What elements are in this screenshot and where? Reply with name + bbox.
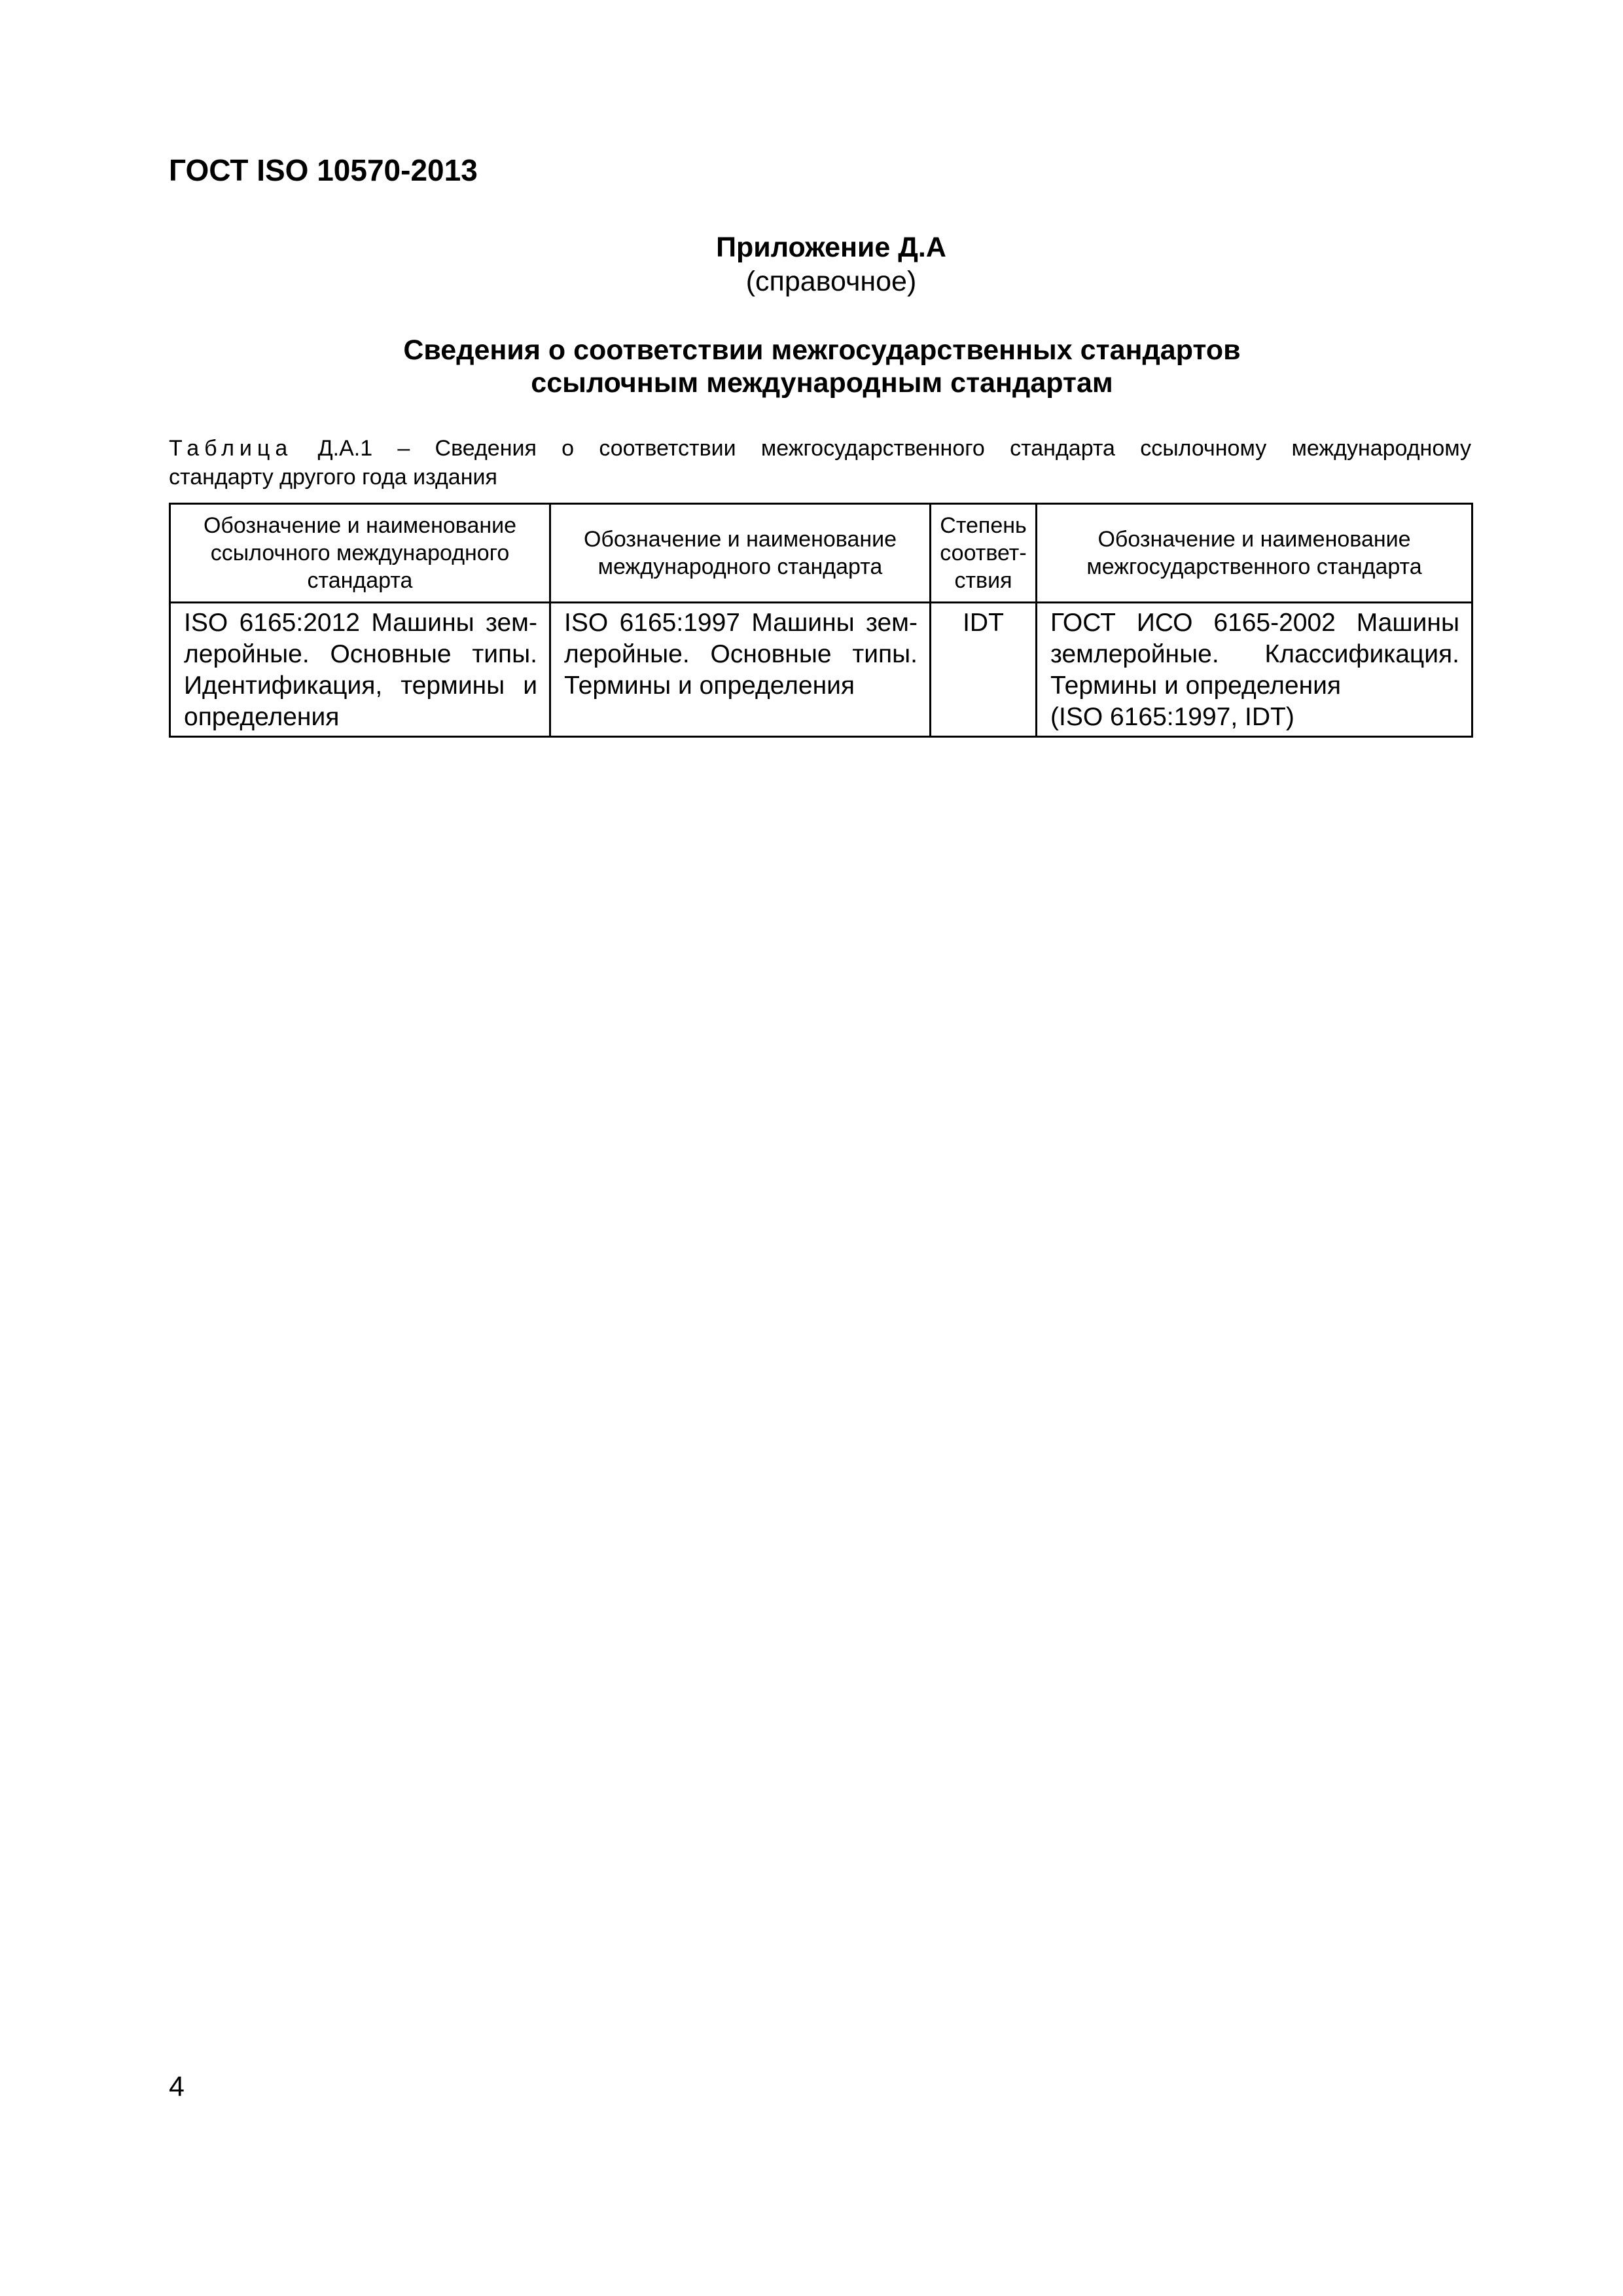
cell-interstate-standard: ГОСТ ИСО 6165-2002 Машины землеройные. Классификация. Термины и определения (ISO 6165:1997, IDT) [1037,603,1472,737]
cell-international-standard: ISO 6165:1997 Машины зем- леройные. Основные типы. Термины и определения [550,603,931,737]
cell-ref-international-standard: ISO 6165:2012 Машины зем- леройные. Основные типы. Идентификация, термины и определения [170,603,550,737]
header-degree-of-conformity: Степень соответ- ствия [931,504,1037,603]
table-caption-label: Таблица [169,436,293,461]
section-title-line-2: ссылочным международным стандартам [531,367,1113,399]
section-title [0,334,1623,399]
table-row [170,603,1472,737]
annex-type: (справочное) [745,266,917,297]
header-interstate-standard: Обозначение и наименование межгосударственного стандарта [1037,504,1472,603]
table-caption-line-1 [169,434,1471,463]
annex-title: Приложение Д.А [716,232,946,263]
conformity-table [169,503,1473,738]
cell-degree-of-conformity: IDT [931,603,1037,737]
section-title-line-1: Сведения о соответствии межгосударственных стандартов [403,334,1241,366]
document-code: ГОСТ ISO 10570-2013 [169,153,478,187]
table-caption [169,434,1471,492]
table-caption-text: Д.А.1 – Сведения о соответствии межгосударственного стандарта ссылочному международному [317,436,1472,461]
annex-heading [0,230,1623,298]
table-header-row [170,504,1472,603]
page-number: 4 [169,2071,185,2102]
header-ref-international-standard: Обозначение и наименование ссылочного международного стандарта [170,504,550,603]
header-international-standard: Обозначение и наименование международного стандарта [550,504,931,603]
table-caption-line-2: стандарту другого года издания [169,465,497,490]
